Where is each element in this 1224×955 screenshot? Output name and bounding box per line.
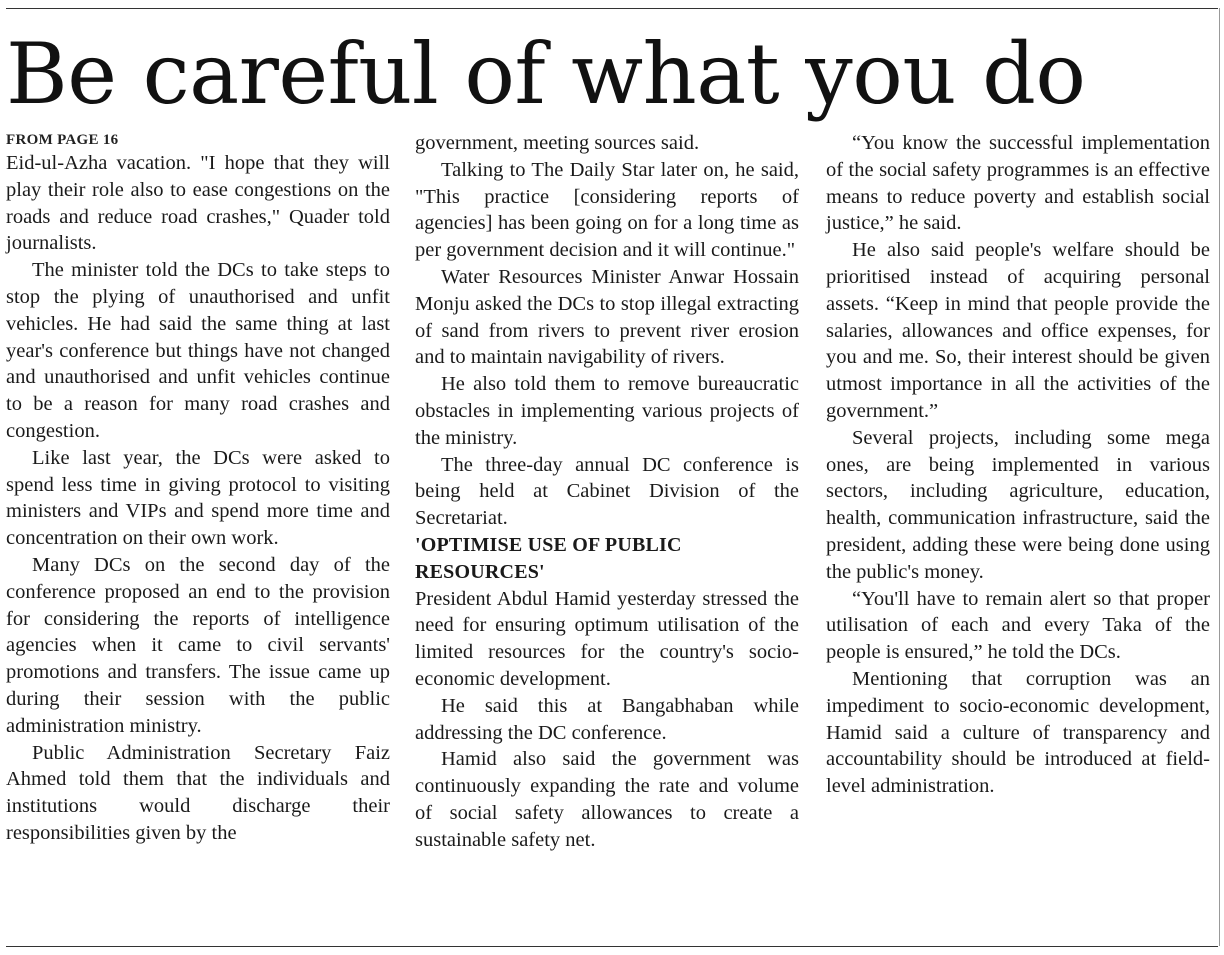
paragraph: “You know the successful implementation of the social safety programmes is an effective means to reduce poverty and establish social justice,” he said. — [826, 132, 1210, 235]
paragraph: Water Resources Minister Anwar Hossain Monju asked the DCs to stop illegal extracting of sand from rivers to prevent river erosion and to maintain navigability of rivers. — [415, 265, 799, 369]
section-subhead: 'OPTIMISE USE OF PUBLIC RESOURCES' — [415, 533, 682, 583]
paragraph: “You'll have to remain alert so that proper utilisation of each and every Taka of the people is ensured,” he told the DCs. — [826, 587, 1210, 664]
paragraph: He said this at Bangabhaban while addressing the DC conference. — [415, 694, 799, 744]
paragraph: The three-day annual DC conference is being held at Cabinet Division of the Secretariat. — [415, 453, 799, 530]
article-column-3 — [826, 130, 1210, 800]
paragraph: government, meeting sources said. — [415, 132, 700, 154]
article-column-1 — [6, 130, 390, 847]
paragraph: He also told them to remove bureaucratic obstacles in implementing various projects of the ministry. — [415, 373, 799, 449]
bottom-rule — [6, 946, 1218, 947]
paragraph: The minister told the DCs to take steps to stop the plying of unauthorised and unfit vehicles. He had said the same thing at last year's conference but things have not changed and unauthorised and unfit vehicles continue to be a reason for many road crashes and congestion. — [6, 259, 390, 442]
paragraph: Like last year, the DCs were asked to spend less time in giving protocol to visiting ministers and VIPs and spend more time and concentration on their own work. — [6, 446, 390, 550]
paragraph: Several projects, including some mega ones, are being implemented in various sectors, including agriculture, education, health, communication infrastructure, said the president, adding these were being done using the public's money. — [826, 426, 1210, 583]
paragraph: Talking to The Daily Star later on, he said, "This practice [considering reports of agencies] has been going on for a long time as per government decision and it will continue." — [415, 158, 799, 262]
right-rule — [1219, 8, 1220, 946]
continuation-kicker: FROM PAGE 16 — [6, 132, 119, 148]
paragraph: Hamid also said the government was continuously expanding the rate and volume of social safety allowances to create a sustainable safety net. — [415, 748, 799, 851]
paragraph: Mentioning that corruption was an impediment to socio-economic development, Hamid said a culture of transparency and accountability should be introduced at field-level administration. — [826, 667, 1210, 798]
headline: Be careful of what you do — [6, 25, 1086, 123]
paragraph: He also said people's welfare should be prioritised instead of acquiring personal assets. “Keep in mind that people provide the salaries, allowances and office expenses, for you and me. So, their interest should be given utmost importance in all the activities of the government.” — [826, 239, 1210, 422]
article-column-2 — [415, 130, 799, 854]
paragraph: Many DCs on the second day of the conference proposed an end to the provision for considering the reports of intelligence agencies when it came to civil servants' promotions and transfers. The issue came up during their session with the public administration ministry. — [6, 553, 390, 737]
paragraph: Eid-ul-Azha vacation. "I hope that they will play their role also to ease congestions on the roads and reduce road crashes," Quader told journalists. — [6, 152, 390, 255]
paragraph: Public Administration Secretary Faiz Ahmed told them that the individuals and institutions would discharge their responsibilities given by the — [6, 741, 390, 844]
paragraph: President Abdul Hamid yesterday stressed the need for ensuring optimum utilisation of the limited resources for the country's socio-economic development. — [415, 587, 799, 690]
top-rule — [6, 8, 1218, 9]
